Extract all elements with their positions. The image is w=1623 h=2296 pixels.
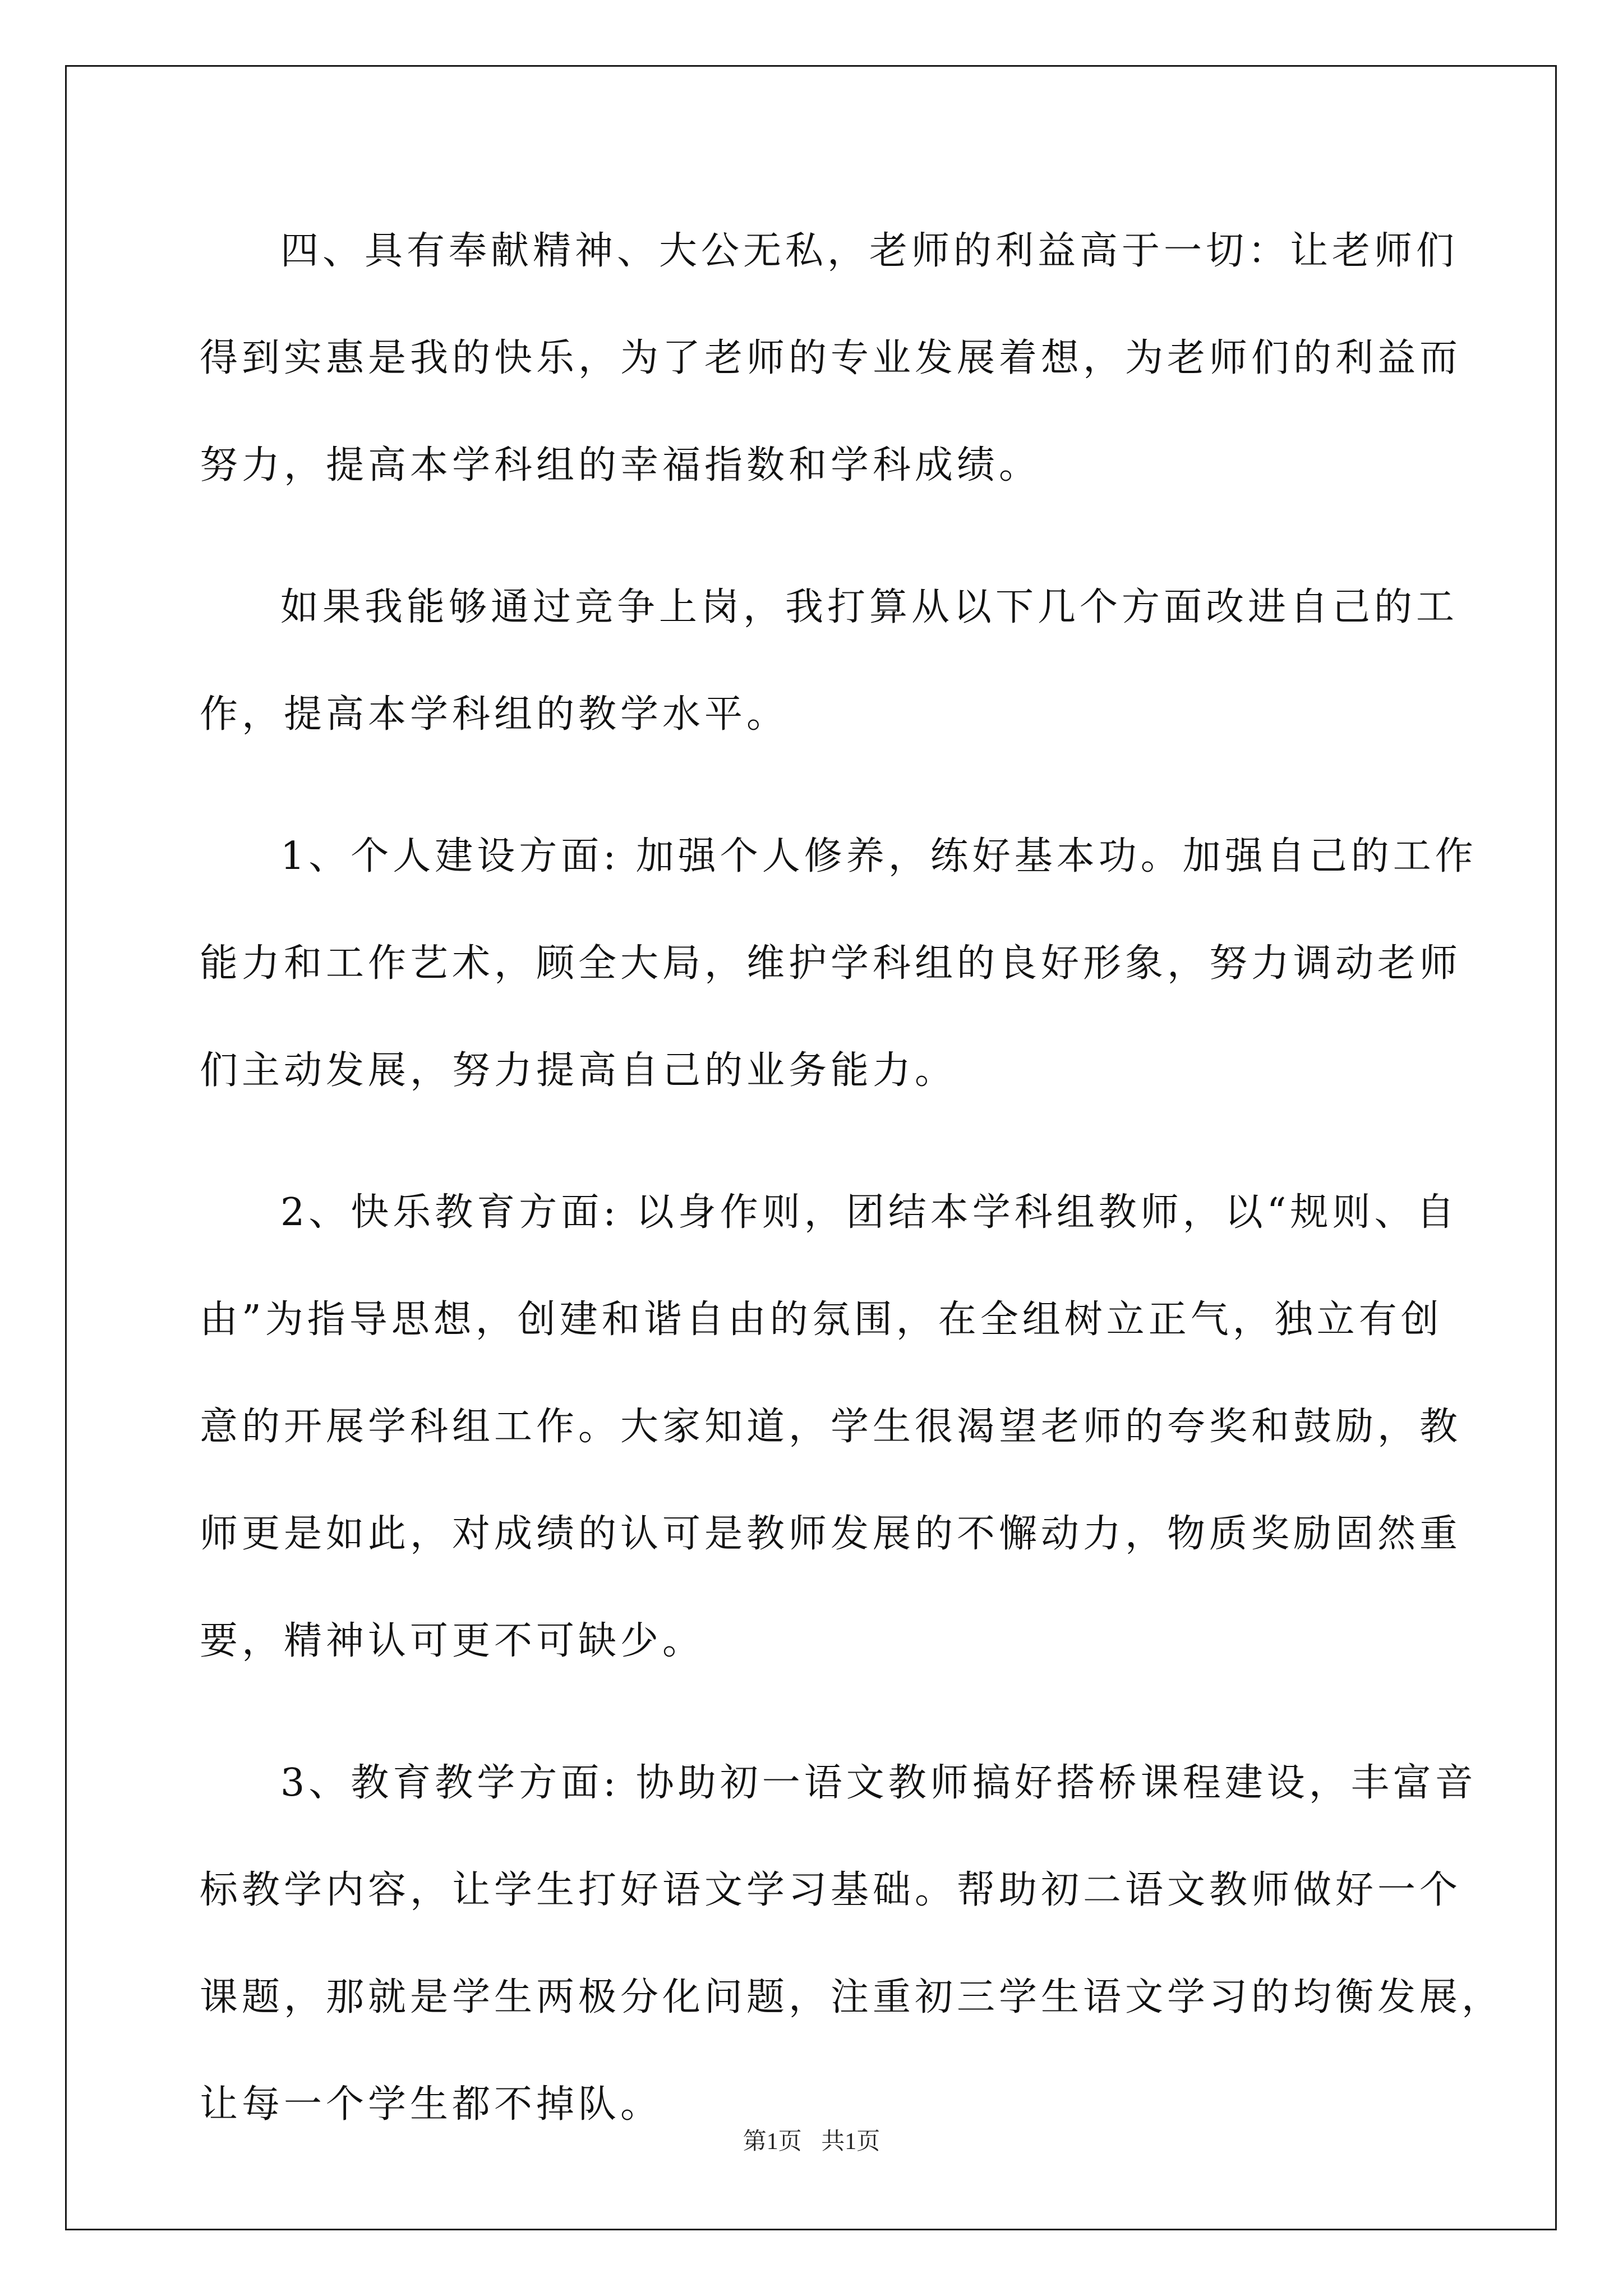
text-line: 们主动发展，努力提高自己的业务能力。 bbox=[200, 1048, 957, 1093]
paragraph-3 bbox=[200, 803, 1477, 1124]
text-line: 如果我能够通过竞争上岗，我打算从以下几个方面改进自己的工 bbox=[280, 585, 1459, 629]
text-line: 由”为指导思想，创建和谐自由的氛围，在全组树立正气，独立有创 bbox=[200, 1297, 1443, 1342]
paragraph-5 bbox=[200, 1729, 1504, 2158]
text-line: 努力，提高本学科组的幸福指数和学科成绩。 bbox=[200, 443, 1041, 487]
paragraph-1 bbox=[200, 197, 1461, 519]
text-line: 得到实惠是我的快乐，为了老师的专业发展着想，为老师们的利益而 bbox=[200, 336, 1462, 380]
text-line: 课题，那就是学生两极分化问题，注重初三学生语文学习的均衡发展， bbox=[200, 1975, 1504, 2019]
text-line: 2、快乐教育方面: 以身作则，团结本学科组教师，以“规则、自 bbox=[280, 1190, 1459, 1235]
paragraph-4 bbox=[200, 1159, 1461, 1695]
text-line: 师更是如此，对成绩的认可是教师发展的不懈动力，物质奖励固然重 bbox=[200, 1512, 1462, 1556]
text-line: 作，提高本学科组的教学水平。 bbox=[200, 692, 789, 737]
text-line: 标教学内容，让学生打好语文学习基础。帮助初二语文教师做好一个 bbox=[200, 1868, 1462, 1912]
text-line: 让每一个学生都不掉队。 bbox=[200, 2082, 663, 2127]
text-line: 四、具有奉献精神、大公无私，老师的利益高于一切：让老师们 bbox=[280, 229, 1459, 273]
page-number-current: 第1页 bbox=[743, 2129, 802, 2155]
text-line: 意的开展学科组工作。大家知道，学生很渴望老师的夸奖和鼓励，教 bbox=[200, 1405, 1462, 1449]
page-footer bbox=[0, 2125, 1623, 2159]
page-number-total: 共1页 bbox=[821, 2129, 880, 2155]
text-line: 要，精神认可更不可缺少。 bbox=[200, 1619, 705, 1663]
text-line: 1、个人建设方面: 加强个人修养，练好基本功。加强自己的工作 bbox=[280, 834, 1477, 878]
document-body bbox=[200, 197, 1504, 2193]
text-line: 3、教育教学方面: 协助初一语文教师搞好搭桥课程建设，丰富音 bbox=[280, 1761, 1477, 1805]
paragraph-2 bbox=[200, 554, 1461, 768]
text-line: 能力和工作艺术，顾全大局，维护学科组的良好形象，努力调动老师 bbox=[200, 941, 1462, 986]
